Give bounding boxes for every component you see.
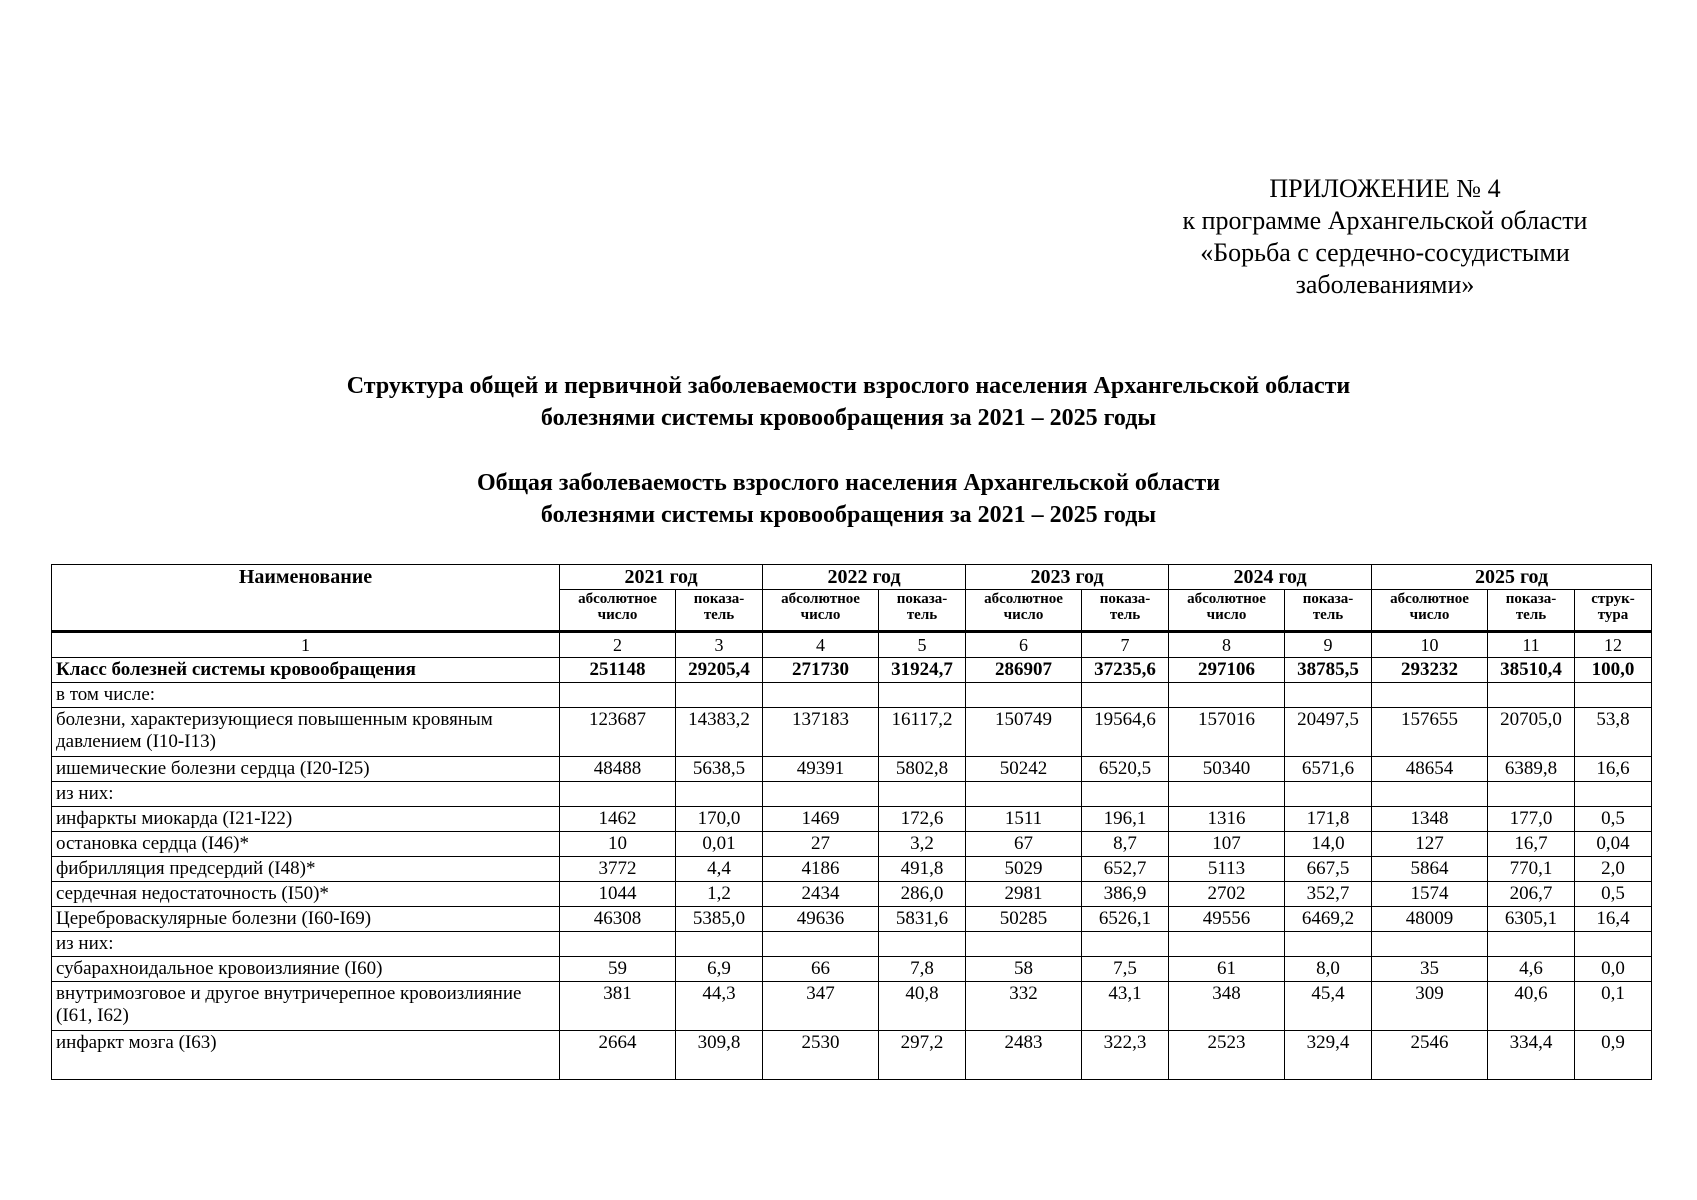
row-value: 50242	[966, 757, 1082, 782]
table-row	[52, 782, 1652, 807]
row-value: 4,6	[1488, 957, 1575, 982]
row-value: 31924,7	[879, 658, 966, 683]
row-value: 127	[1372, 832, 1488, 857]
row-value	[1575, 932, 1652, 957]
row-value: 59	[560, 957, 676, 982]
column-number: 7	[1082, 632, 1169, 658]
row-value	[763, 782, 879, 807]
year-header-2025: 2025 год	[1372, 565, 1652, 590]
row-value: 14,0	[1285, 832, 1372, 857]
header-row-years	[52, 565, 1652, 590]
row-value: 770,1	[1488, 857, 1575, 882]
row-value: 44,3	[676, 982, 763, 1031]
row-value: 0,5	[1575, 882, 1652, 907]
row-value	[1372, 932, 1488, 957]
table-row	[52, 882, 1652, 907]
row-value: 1348	[1372, 807, 1488, 832]
row-value: 8,0	[1285, 957, 1372, 982]
row-value: 0,1	[1575, 982, 1652, 1031]
row-name: внутримозговое и другое внутричерепное кровоизлияние (I61, I62)	[52, 982, 560, 1031]
column-number: 2	[560, 632, 676, 658]
row-value: 3772	[560, 857, 676, 882]
table-row	[52, 683, 1652, 708]
row-value: 3,2	[879, 832, 966, 857]
appendix-number: ПРИЛОЖЕНИЕ № 4	[1269, 174, 1501, 203]
row-value: 40,6	[1488, 982, 1575, 1031]
row-value	[1082, 932, 1169, 957]
row-value	[560, 782, 676, 807]
row-value: 50285	[966, 907, 1082, 932]
row-value: 150749	[966, 708, 1082, 757]
row-value: 329,4	[1285, 1031, 1372, 1080]
document-title-line1: Структура общей и первичной заболеваемости взрослого населения Архангельской области	[346, 373, 1351, 399]
table-title-line1: Общая заболеваемость взрослого населения Архангельской области	[476, 470, 1221, 496]
row-value: 5802,8	[879, 757, 966, 782]
row-value: 0,04	[1575, 832, 1652, 857]
row-value	[879, 683, 966, 708]
document-title-line2: болезнями системы кровообращения за 2021 – 2025 годы	[540, 405, 1157, 431]
row-value: 16117,2	[879, 708, 966, 757]
row-name: Цереброваскулярные болезни (I60-I69)	[52, 907, 560, 932]
row-value	[1169, 782, 1285, 807]
row-value: 157655	[1372, 708, 1488, 757]
row-value: 7,8	[879, 957, 966, 982]
row-value: 58	[966, 957, 1082, 982]
row-value: 1,2	[676, 882, 763, 907]
row-value: 652,7	[1082, 857, 1169, 882]
row-value: 293232	[1372, 658, 1488, 683]
row-value: 6389,8	[1488, 757, 1575, 782]
row-value: 20705,0	[1488, 708, 1575, 757]
year-header-2021: 2021 год	[560, 565, 763, 590]
row-value: 38510,4	[1488, 658, 1575, 683]
row-value	[1488, 782, 1575, 807]
row-value	[1488, 932, 1575, 957]
row-value	[1285, 782, 1372, 807]
row-value: 20497,5	[1285, 708, 1372, 757]
row-value: 7,5	[1082, 957, 1169, 982]
row-name: остановка сердца (I46)*	[52, 832, 560, 857]
column-number: 6	[966, 632, 1082, 658]
row-value: 196,1	[1082, 807, 1169, 832]
row-name: в том числе:	[52, 683, 560, 708]
row-value	[1372, 782, 1488, 807]
table-body	[52, 658, 1652, 1080]
table-row	[52, 832, 1652, 857]
row-value: 48009	[1372, 907, 1488, 932]
subheader-absolute: абсолютное число	[1169, 590, 1285, 632]
column-number: 9	[1285, 632, 1372, 658]
row-value: 322,3	[1082, 1031, 1169, 1080]
row-value: 352,7	[1285, 882, 1372, 907]
row-value	[1082, 782, 1169, 807]
row-value: 53,8	[1575, 708, 1652, 757]
row-name: инфаркт мозга (I63)	[52, 1031, 560, 1080]
row-name: болезни, характеризующиеся повышенным кровяным давлением (I10-I13)	[52, 708, 560, 757]
row-value	[763, 932, 879, 957]
row-value	[966, 683, 1082, 708]
row-value: 1574	[1372, 882, 1488, 907]
row-value: 286907	[966, 658, 1082, 683]
row-value: 40,8	[879, 982, 966, 1031]
row-value: 2,0	[1575, 857, 1652, 882]
column-number: 12	[1575, 632, 1652, 658]
row-value: 6305,1	[1488, 907, 1575, 932]
subheader-absolute: абсолютное число	[1372, 590, 1488, 632]
row-value: 14383,2	[676, 708, 763, 757]
year-header-2022: 2022 год	[763, 565, 966, 590]
row-value: 172,6	[879, 807, 966, 832]
row-value: 2530	[763, 1031, 879, 1080]
row-value	[1285, 932, 1372, 957]
row-value: 2981	[966, 882, 1082, 907]
row-value: 38785,5	[1285, 658, 1372, 683]
column-number: 3	[676, 632, 763, 658]
row-name: из них:	[52, 932, 560, 957]
row-value: 251148	[560, 658, 676, 683]
row-value: 5638,5	[676, 757, 763, 782]
row-value: 0,5	[1575, 807, 1652, 832]
row-value: 1511	[966, 807, 1082, 832]
row-value: 49391	[763, 757, 879, 782]
row-value	[560, 932, 676, 957]
row-value: 66	[763, 957, 879, 982]
column-number: 10	[1372, 632, 1488, 658]
row-value	[1575, 683, 1652, 708]
subheader-absolute: абсолютное число	[966, 590, 1082, 632]
table-row	[52, 857, 1652, 882]
row-value	[966, 782, 1082, 807]
row-value: 19564,6	[1082, 708, 1169, 757]
appendix-header	[1180, 173, 1590, 301]
row-name: фибрилляция предсердий (I48)*	[52, 857, 560, 882]
row-value: 8,7	[1082, 832, 1169, 857]
row-value: 2702	[1169, 882, 1285, 907]
row-value	[1285, 683, 1372, 708]
table-row	[52, 932, 1652, 957]
row-value	[676, 683, 763, 708]
row-value: 0,01	[676, 832, 763, 857]
row-value: 2546	[1372, 1031, 1488, 1080]
row-value	[676, 782, 763, 807]
column-number: 11	[1488, 632, 1575, 658]
row-value: 2523	[1169, 1031, 1285, 1080]
row-value: 50340	[1169, 757, 1285, 782]
row-value: 5029	[966, 857, 1082, 882]
row-name: инфаркты миокарда (I21-I22)	[52, 807, 560, 832]
row-value: 6469,2	[1285, 907, 1372, 932]
subheader-rate: показа-тель	[1285, 590, 1372, 632]
row-value: 29205,4	[676, 658, 763, 683]
row-value	[1169, 683, 1285, 708]
row-value: 16,7	[1488, 832, 1575, 857]
row-value: 297,2	[879, 1031, 966, 1080]
row-value: 16,4	[1575, 907, 1652, 932]
column-number: 8	[1169, 632, 1285, 658]
row-value: 37235,6	[1082, 658, 1169, 683]
subheader-absolute: абсолютное число	[560, 590, 676, 632]
table-row	[52, 1031, 1652, 1080]
subheader-structure: струк-тура	[1575, 590, 1652, 632]
row-value: 5385,0	[676, 907, 763, 932]
table-row	[52, 982, 1652, 1031]
subheader-rate: показа-тель	[676, 590, 763, 632]
row-value: 16,6	[1575, 757, 1652, 782]
row-name: ишемические болезни сердца (I20-I25)	[52, 757, 560, 782]
row-value: 123687	[560, 708, 676, 757]
row-name: субарахноидальное кровоизлияние (I60)	[52, 957, 560, 982]
row-value: 48654	[1372, 757, 1488, 782]
row-value: 297106	[1169, 658, 1285, 683]
row-value: 27	[763, 832, 879, 857]
row-value: 1044	[560, 882, 676, 907]
row-value: 1462	[560, 807, 676, 832]
row-value: 2434	[763, 882, 879, 907]
subheader-rate: показа-тель	[879, 590, 966, 632]
row-value: 5831,6	[879, 907, 966, 932]
row-value: 309,8	[676, 1031, 763, 1080]
column-number-row	[52, 632, 1652, 658]
table-title-line2: болезнями системы кровообращения за 2021 – 2025 годы	[540, 502, 1157, 528]
row-value: 43,1	[1082, 982, 1169, 1031]
row-value: 61	[1169, 957, 1285, 982]
row-value: 6,9	[676, 957, 763, 982]
row-value	[560, 683, 676, 708]
row-value: 48488	[560, 757, 676, 782]
table-row	[52, 658, 1652, 683]
row-value: 46308	[560, 907, 676, 932]
subheader-rate: показа-тель	[1488, 590, 1575, 632]
table-title	[0, 467, 1697, 531]
row-value: 5113	[1169, 857, 1285, 882]
appendix-line-name: «Борьба с сердечно-сосудистыми	[1200, 238, 1570, 267]
row-value	[1488, 683, 1575, 708]
row-value: 171,8	[1285, 807, 1372, 832]
row-value: 491,8	[879, 857, 966, 882]
row-value	[1372, 683, 1488, 708]
row-value: 0,0	[1575, 957, 1652, 982]
row-value	[1169, 932, 1285, 957]
year-header-2024: 2024 год	[1169, 565, 1372, 590]
row-value	[1575, 782, 1652, 807]
row-value: 2483	[966, 1031, 1082, 1080]
row-value: 35	[1372, 957, 1488, 982]
name-column-header: Наименование	[52, 565, 560, 632]
year-header-2023: 2023 год	[966, 565, 1169, 590]
row-value: 100,0	[1575, 658, 1652, 683]
row-value: 6526,1	[1082, 907, 1169, 932]
row-value: 271730	[763, 658, 879, 683]
row-name: из них:	[52, 782, 560, 807]
table-row	[52, 757, 1652, 782]
row-value: 157016	[1169, 708, 1285, 757]
appendix-line-name-end: заболеваниями»	[1295, 270, 1475, 299]
subheader-rate: показа-тель	[1082, 590, 1169, 632]
row-value: 348	[1169, 982, 1285, 1031]
row-value	[966, 932, 1082, 957]
column-number: 1	[52, 632, 560, 658]
row-value: 347	[763, 982, 879, 1031]
row-value: 170,0	[676, 807, 763, 832]
row-value	[879, 782, 966, 807]
row-value: 332	[966, 982, 1082, 1031]
table-row	[52, 708, 1652, 757]
row-value: 386,9	[1082, 882, 1169, 907]
subheader-absolute: абсолютное число	[763, 590, 879, 632]
row-value: 286,0	[879, 882, 966, 907]
appendix-line-program: к программе Архангельской области	[1182, 206, 1588, 235]
row-value: 309	[1372, 982, 1488, 1031]
row-value: 4186	[763, 857, 879, 882]
row-value: 0,9	[1575, 1031, 1652, 1080]
row-value: 45,4	[1285, 982, 1372, 1031]
row-value: 177,0	[1488, 807, 1575, 832]
row-value: 667,5	[1285, 857, 1372, 882]
row-value	[879, 932, 966, 957]
row-value: 1316	[1169, 807, 1285, 832]
row-value	[763, 683, 879, 708]
row-value: 5864	[1372, 857, 1488, 882]
table-row	[52, 957, 1652, 982]
row-value	[676, 932, 763, 957]
table-row	[52, 807, 1652, 832]
row-value: 10	[560, 832, 676, 857]
table-row	[52, 907, 1652, 932]
row-value: 6571,6	[1285, 757, 1372, 782]
row-value: 49636	[763, 907, 879, 932]
row-value: 381	[560, 982, 676, 1031]
row-value: 4,4	[676, 857, 763, 882]
row-name: сердечная недостаточность (I50)*	[52, 882, 560, 907]
column-number: 4	[763, 632, 879, 658]
document-title	[0, 370, 1697, 434]
row-value: 137183	[763, 708, 879, 757]
row-value: 67	[966, 832, 1082, 857]
column-number: 5	[879, 632, 966, 658]
row-name: Класс болезней системы кровообращения	[52, 658, 560, 683]
row-value: 49556	[1169, 907, 1285, 932]
row-value: 2664	[560, 1031, 676, 1080]
morbidity-table	[51, 564, 1652, 1080]
row-value: 206,7	[1488, 882, 1575, 907]
row-value: 6520,5	[1082, 757, 1169, 782]
row-value: 107	[1169, 832, 1285, 857]
row-value: 1469	[763, 807, 879, 832]
row-value: 334,4	[1488, 1031, 1575, 1080]
row-value	[1082, 683, 1169, 708]
